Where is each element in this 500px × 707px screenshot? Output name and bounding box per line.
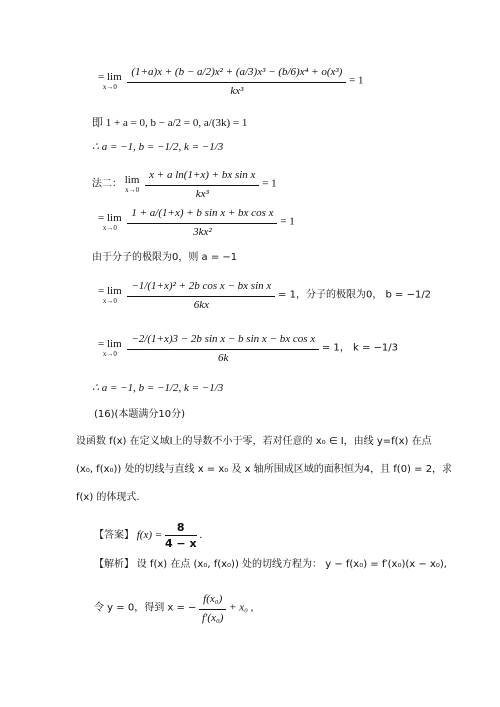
answer-fraction xyxy=(165,520,197,551)
limit-operator xyxy=(98,285,122,305)
answer-lhs: f(x) = xyxy=(136,529,163,542)
fraction-denominator: kx³ xyxy=(195,188,209,200)
analysis-text-tail: + x₀ , xyxy=(229,601,254,614)
equation-rhs: = 1 xyxy=(262,177,277,190)
limit-operator xyxy=(125,174,140,194)
limit-word: lim xyxy=(124,174,140,186)
equation-rhs: = 1 xyxy=(280,215,295,228)
limit-word: = lim xyxy=(98,212,122,224)
limit-fraction xyxy=(127,330,319,366)
method-two-label: 法二： xyxy=(92,178,122,190)
answer-numerator: 8 xyxy=(165,520,197,536)
equation-text: 即 1 + a = 0, b − a/2 = 0, a/(3k) = 1 xyxy=(92,117,248,129)
limit-operator xyxy=(98,71,122,91)
limit-fraction xyxy=(127,204,277,240)
fraction-denominator: 6kx xyxy=(193,299,209,311)
limit-operator xyxy=(98,212,122,232)
problem-header xyxy=(94,408,185,422)
answer-denominator: 4 − x xyxy=(164,537,197,550)
answer-tail: . xyxy=(199,529,203,542)
solution-line-6 xyxy=(92,250,237,265)
problem-text: (x₀, f(x₀)) 处的切线与直线 x = x₀ 及 x 轴所围成区域的面积恒为4，且 f(0) = 2，求 xyxy=(76,464,453,475)
fraction-denominator: 6k xyxy=(218,352,229,364)
solution-line-7 xyxy=(98,277,431,313)
solution-line-9 xyxy=(92,381,223,395)
answer-label: 【答案】 xyxy=(94,530,134,542)
limit-fraction xyxy=(127,277,275,313)
answer-line xyxy=(94,520,202,551)
problem-line-1 xyxy=(76,435,432,449)
limit-fraction xyxy=(127,63,346,99)
fraction-numerator: −1/(1+x)² + 2b cos x − bx sin x xyxy=(127,277,275,297)
analysis-line-2 xyxy=(94,590,253,626)
solution-line-3 xyxy=(92,140,223,154)
limit-subscript: x→0 xyxy=(102,224,117,232)
fraction-denominator: kx³ xyxy=(230,85,244,97)
limit-word: = lim xyxy=(98,338,122,350)
analysis-label: 【解析】 xyxy=(94,559,134,570)
problem-number: (16)(本题满分10分) xyxy=(94,409,186,420)
equation-rhs: = 1，分子的极限为0， b = −1/2 xyxy=(278,289,432,301)
limit-word: = lim xyxy=(98,285,122,297)
limit-fraction xyxy=(145,166,259,202)
equation-text: ∴ a = −1, b = −1/2, k = −1/3 xyxy=(92,382,224,394)
analysis-line-1 xyxy=(94,557,447,572)
problem-line-3 xyxy=(76,491,140,505)
problem-text: 设函数 f(x) 在定义域I上的导数不小于零，若对任意的 x₀ ∈ I，由线 y=f(x) 在点 xyxy=(76,436,432,447)
fraction-numerator: f(x₀) xyxy=(199,590,226,610)
fraction-denominator: 3kx² xyxy=(193,226,212,238)
limit-subscript: x→0 xyxy=(102,83,117,91)
fraction-numerator: 1 + a/(1+x) + b sin x + bx cos x xyxy=(127,204,277,224)
equation-rhs: = 1， k = −1/3 xyxy=(321,342,398,354)
equation-text: ∴ a = −1, b = −1/2, k = −1/3 xyxy=(92,141,224,153)
fraction-numerator: x + a ln(1+x) + bx sin x xyxy=(145,166,259,186)
analysis-text: 设 f(x) 在点 (x₀, f(x₀)) 处的切线方程为： y − f(x₀) = f′(x₀)(x − x₀), xyxy=(136,559,447,570)
limit-operator xyxy=(98,338,122,358)
solution-line-4 xyxy=(92,166,277,202)
fraction-numerator: (1+a)x + (b − a/2)x² + (a/3)x³ − (b/6)x⁴ + o(x³) xyxy=(127,63,346,83)
analysis-text: 令 y = 0，得到 x = − xyxy=(94,602,197,614)
solution-line-2 xyxy=(92,116,247,130)
equation-text: 由于分子的极限为0，则 a = −1 xyxy=(92,252,238,263)
solution-line-8 xyxy=(98,330,398,366)
problem-line-2 xyxy=(76,463,452,477)
fraction-numerator: −2/(1+x)3 − 2b sin x − b sin x − bx cos x xyxy=(127,330,319,350)
problem-text: f(x) 的体现式. xyxy=(76,492,140,503)
solution-line-1 xyxy=(98,63,364,99)
limit-word: = lim xyxy=(98,71,122,83)
fraction-denominator: f′(x₀) xyxy=(201,612,224,624)
analysis-fraction xyxy=(199,590,226,626)
equation-rhs: = 1 xyxy=(349,74,364,87)
solution-line-5 xyxy=(98,204,295,240)
limit-subscript: x→0 xyxy=(125,186,140,194)
limit-subscript: x→0 xyxy=(102,350,117,358)
limit-subscript: x→0 xyxy=(102,297,117,305)
